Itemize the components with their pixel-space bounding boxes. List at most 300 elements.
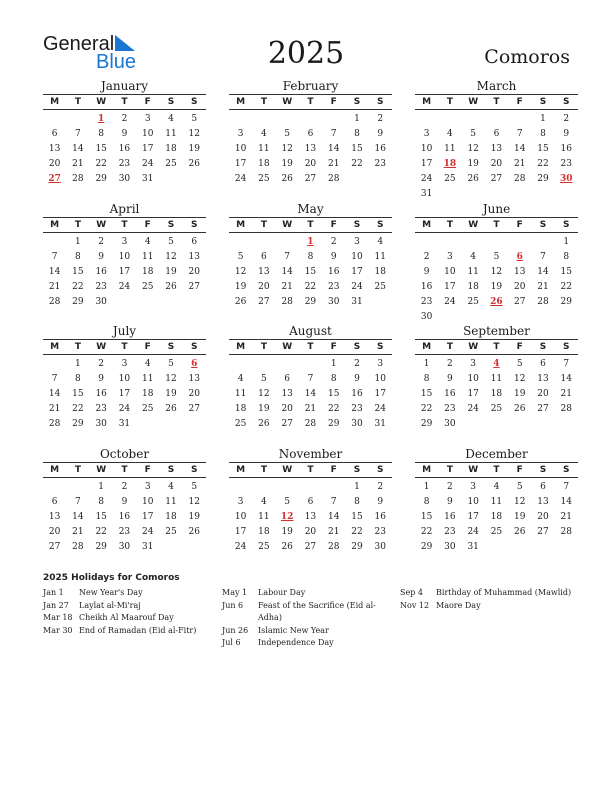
weekday-header-row: [415, 339, 578, 355]
holiday-name: Maore Day: [436, 600, 481, 610]
holiday-item: [222, 587, 384, 600]
day-cell: 12: [234, 267, 247, 277]
weekday-header: M: [50, 97, 60, 107]
weekday-header: W: [468, 97, 479, 107]
day-cell: 17: [420, 159, 433, 169]
day-cell: 15: [537, 144, 549, 154]
day-cell: 11: [165, 129, 177, 139]
day-cell: 18: [165, 144, 177, 154]
day-cell: 24: [444, 297, 456, 307]
day-cell: 2: [447, 482, 453, 492]
holiday-item: [400, 600, 583, 613]
month-march: [415, 79, 578, 202]
holiday-item: [43, 600, 213, 613]
holiday-date: Jan 27: [43, 600, 69, 610]
day-cell: 10: [351, 252, 363, 262]
empty-day-cell: [462, 112, 485, 127]
holiday-item: [222, 625, 384, 638]
day-cell: 29: [560, 297, 572, 307]
day-cell: 29: [95, 174, 107, 184]
month-february: [229, 79, 392, 187]
day-cell: 9: [563, 129, 570, 139]
day-cell: 26: [234, 297, 247, 307]
weekday-header: S: [167, 342, 175, 352]
weekday-header: S: [353, 342, 361, 352]
weekday-header: T: [121, 465, 128, 475]
day-cell: 25: [141, 404, 154, 414]
holiday-date: Mar 18: [43, 613, 73, 622]
empty-day-cell: [322, 480, 345, 495]
weekday-header: T: [121, 97, 128, 107]
day-cell: 7: [563, 359, 570, 369]
day-cell: 7: [516, 129, 523, 139]
day-cell: 20: [513, 282, 526, 292]
day-cell: 12: [188, 129, 200, 139]
day-cell: 5: [191, 482, 198, 492]
day-cell: 16: [327, 267, 340, 277]
empty-day-cell: [485, 235, 508, 250]
empty-day-cell: [438, 112, 461, 127]
holidays-title: 2025 Holidays for Comoros: [43, 573, 180, 583]
day-cell: 4: [377, 237, 384, 247]
day-cell: 30: [95, 419, 107, 429]
day-cell: 30: [351, 419, 363, 429]
day-cell: 12: [490, 267, 503, 277]
weekday-header: F: [516, 342, 523, 352]
day-cell: 28: [560, 527, 572, 537]
weekday-header: F: [144, 220, 151, 230]
day-cell: 1: [423, 359, 430, 369]
day-cell: 30: [118, 542, 131, 552]
day-cell: 31: [141, 542, 154, 552]
day-cell: 12: [258, 389, 270, 399]
day-cell: 22: [72, 282, 84, 292]
day-cell: 26: [258, 419, 270, 429]
weekday-header: F: [330, 465, 337, 475]
day-cell: 22: [304, 282, 317, 292]
day-cell: 29: [304, 297, 317, 307]
day-cell: 28: [537, 297, 549, 307]
month-name: September: [463, 324, 530, 338]
day-cell: 21: [513, 159, 526, 169]
day-grid: [229, 357, 392, 432]
day-cell: 14: [304, 389, 317, 399]
day-cell: 3: [121, 237, 128, 247]
month-january: [43, 79, 206, 187]
month-name: May: [297, 202, 324, 216]
weekday-header: T: [74, 97, 81, 107]
day-cell: 6: [540, 482, 546, 492]
day-cell: 23: [420, 297, 433, 307]
empty-day-cell: [415, 112, 438, 127]
day-cell: 7: [330, 497, 337, 507]
weekday-header: S: [539, 220, 547, 230]
month-name: June: [482, 202, 511, 216]
day-cell: 16: [95, 267, 107, 277]
holiday-name: Laylat al-Mi'raj: [79, 600, 141, 610]
weekday-header: S: [190, 465, 198, 475]
day-cell: 2: [98, 359, 105, 369]
day-cell: 2: [377, 114, 384, 124]
day-cell: 22: [351, 159, 363, 169]
weekday-header: W: [468, 342, 479, 352]
weekday-header: F: [144, 465, 151, 475]
weekday-header: T: [446, 97, 453, 107]
weekday-header: M: [50, 465, 60, 475]
day-cell: 7: [51, 252, 58, 262]
day-cell: 15: [351, 512, 363, 522]
day-cell: 17: [141, 144, 154, 154]
day-grid: [415, 480, 578, 555]
day-cell: 24: [467, 527, 479, 537]
day-cell: 24: [141, 527, 154, 537]
day-cell: 16: [420, 282, 433, 292]
day-cell: 30: [118, 174, 131, 184]
empty-day-cell: [415, 235, 438, 250]
day-cell: 15: [420, 512, 433, 522]
holiday-name: Islamic New Year: [258, 625, 329, 635]
weekday-header: T: [260, 97, 267, 107]
day-cell: 2: [354, 359, 360, 369]
month-name: July: [112, 324, 137, 338]
day-cell: 19: [258, 404, 270, 414]
day-cell: 20: [48, 159, 61, 169]
day-cell: 13: [537, 374, 549, 384]
weekday-header-row: [43, 462, 206, 478]
day-cell: 27: [304, 174, 317, 184]
month-december: [415, 447, 578, 555]
day-cell: 5: [261, 374, 267, 384]
weekday-header: M: [422, 342, 432, 352]
day-cell: 29: [420, 419, 433, 429]
empty-day-cell: [299, 357, 322, 372]
day-cell: 16: [374, 144, 386, 154]
empty-day-cell: [438, 235, 461, 250]
day-cell: 21: [560, 389, 572, 399]
day-grid: [229, 480, 392, 555]
weekday-header-row: [415, 94, 578, 110]
day-cell: 3: [447, 252, 453, 262]
month-name: April: [109, 202, 140, 216]
weekday-header: M: [422, 465, 432, 475]
holiday-day-cell: 12: [280, 512, 294, 522]
weekday-header: T: [446, 342, 453, 352]
day-cell: 26: [513, 404, 526, 414]
day-cell: 18: [258, 527, 270, 537]
empty-day-cell: [252, 235, 275, 250]
day-cell: 19: [188, 512, 200, 522]
day-cell: 9: [423, 267, 430, 277]
day-cell: 3: [144, 482, 151, 492]
holiday-day-cell: 30: [559, 174, 573, 184]
weekday-header: M: [236, 342, 246, 352]
day-cell: 13: [304, 512, 317, 522]
day-cell: 5: [493, 252, 500, 262]
weekday-header: T: [121, 342, 128, 352]
day-cell: 12: [165, 252, 177, 262]
weekday-header: W: [96, 465, 107, 475]
day-cell: 19: [467, 159, 479, 169]
weekday-header: T: [74, 342, 81, 352]
weekday-header: S: [376, 97, 384, 107]
day-cell: 28: [72, 542, 84, 552]
holiday-name: Cheikh Al Maarouf Day: [79, 613, 174, 622]
day-cell: 2: [98, 237, 105, 247]
day-cell: 14: [48, 267, 61, 277]
day-cell: 17: [141, 512, 154, 522]
day-cell: 12: [467, 144, 479, 154]
day-cell: 11: [374, 252, 386, 262]
day-cell: 26: [281, 174, 293, 184]
day-cell: 8: [423, 374, 430, 384]
day-cell: 28: [48, 297, 61, 307]
weekday-header: S: [353, 465, 361, 475]
day-cell: 7: [563, 482, 570, 492]
day-cell: 13: [304, 144, 317, 154]
day-cell: 18: [141, 389, 154, 399]
day-cell: 6: [284, 374, 291, 384]
month-october: [43, 447, 206, 555]
empty-day-cell: [229, 235, 252, 250]
day-cell: 14: [327, 144, 340, 154]
day-cell: 17: [234, 527, 247, 537]
empty-day-cell: [462, 235, 485, 250]
day-grid: [43, 480, 206, 555]
day-cell: 3: [423, 129, 430, 139]
holiday-day-cell: 1: [98, 114, 105, 124]
empty-day-cell: [252, 357, 275, 372]
day-cell: 5: [168, 237, 174, 247]
day-cell: 13: [48, 144, 61, 154]
month-name: March: [476, 79, 517, 93]
day-cell: 12: [513, 374, 526, 384]
month-name: January: [100, 79, 149, 93]
weekday-header: W: [282, 342, 293, 352]
day-cell: 14: [72, 144, 84, 154]
weekday-header-row: [415, 217, 578, 233]
holiday-date: Jun 26: [222, 625, 249, 635]
holiday-name: Feast of the Sacrifice (Eid al-Adha): [258, 600, 376, 622]
day-cell: 25: [374, 282, 386, 292]
day-cell: 28: [327, 174, 340, 184]
weekday-header: S: [353, 220, 361, 230]
holiday-day-cell: 6: [516, 252, 523, 262]
day-cell: 26: [165, 282, 177, 292]
day-cell: 20: [258, 282, 270, 292]
weekday-header: S: [562, 342, 570, 352]
day-cell: 17: [444, 282, 456, 292]
month-august: [229, 324, 392, 432]
day-cell: 29: [351, 542, 363, 552]
day-cell: 13: [537, 497, 549, 507]
day-cell: 3: [470, 482, 477, 492]
day-cell: 3: [237, 497, 244, 507]
empty-day-cell: [276, 357, 299, 372]
day-cell: 24: [467, 404, 479, 414]
day-cell: 25: [467, 297, 479, 307]
weekday-header: W: [468, 465, 479, 475]
day-cell: 19: [513, 512, 526, 522]
day-cell: 19: [234, 282, 247, 292]
weekday-header: T: [307, 465, 314, 475]
holiday-name: Labour Day: [258, 588, 306, 597]
weekday-header: T: [260, 342, 267, 352]
weekday-header: T: [121, 220, 128, 230]
weekday-header: M: [422, 97, 432, 107]
day-cell: 18: [234, 404, 247, 414]
weekday-header-row: [229, 339, 392, 355]
day-cell: 29: [72, 419, 84, 429]
day-cell: 10: [234, 512, 247, 522]
day-cell: 13: [490, 144, 503, 154]
day-cell: 29: [72, 297, 84, 307]
weekday-header-row: [43, 94, 206, 110]
day-cell: 5: [284, 129, 291, 139]
month-september: [415, 324, 578, 432]
holiday-date: Sep 4: [400, 588, 423, 597]
day-cell: 30: [327, 297, 340, 307]
day-cell: 22: [72, 404, 84, 414]
weekday-header: F: [144, 342, 151, 352]
day-cell: 1: [75, 359, 81, 369]
day-cell: 9: [447, 497, 453, 507]
day-cell: 16: [118, 512, 131, 522]
holiday-name: End of Ramadan (Eid al-Fitr): [79, 625, 197, 635]
holiday-name: New Year's Day: [79, 588, 143, 597]
day-cell: 21: [281, 282, 293, 292]
day-cell: 26: [513, 527, 526, 537]
day-cell: 3: [121, 359, 128, 369]
weekday-header-row: [415, 462, 578, 478]
day-cell: 24: [141, 159, 154, 169]
weekday-header: F: [144, 97, 151, 107]
day-cell: 9: [377, 497, 384, 507]
holiday-date: Mar 30: [43, 625, 73, 635]
holiday-name: Birthday of Muhammad (Mawlid): [436, 588, 572, 597]
day-cell: 15: [72, 267, 84, 277]
day-cell: 1: [75, 237, 81, 247]
day-cell: 29: [537, 174, 549, 184]
day-cell: 10: [141, 129, 154, 139]
day-cell: 25: [258, 542, 270, 552]
day-cell: 16: [560, 144, 572, 154]
weekday-header: T: [493, 220, 500, 230]
weekday-header: W: [282, 465, 293, 475]
day-cell: 4: [168, 482, 174, 492]
day-cell: 21: [327, 159, 340, 169]
weekday-header: S: [167, 465, 175, 475]
weekday-header-row: [229, 217, 392, 233]
day-cell: 20: [188, 389, 200, 399]
day-cell: 9: [447, 374, 453, 384]
day-cell: 25: [444, 174, 456, 184]
day-cell: 23: [118, 527, 131, 537]
day-cell: 22: [420, 404, 433, 414]
day-cell: 10: [118, 374, 131, 384]
day-cell: 14: [560, 374, 572, 384]
day-cell: 18: [490, 389, 503, 399]
day-grid: [43, 112, 206, 187]
empty-day-cell: [531, 235, 554, 250]
weekday-header: T: [493, 97, 500, 107]
day-cell: 24: [374, 404, 386, 414]
holidays-column: [43, 587, 213, 637]
day-cell: 25: [165, 527, 177, 537]
holiday-date: May 1: [222, 588, 248, 597]
empty-day-cell: [276, 112, 299, 127]
weekday-header: F: [516, 465, 523, 475]
day-cell: 19: [165, 267, 177, 277]
weekday-header: M: [236, 220, 246, 230]
day-cell: 8: [98, 497, 105, 507]
day-cell: 23: [95, 404, 107, 414]
holiday-date: Jan 1: [43, 588, 64, 597]
month-april: [43, 202, 206, 310]
day-cell: 17: [234, 159, 247, 169]
day-cell: 20: [281, 404, 293, 414]
day-cell: 18: [141, 267, 154, 277]
day-cell: 29: [420, 542, 433, 552]
holiday-day-cell: 27: [48, 174, 61, 184]
day-cell: 19: [513, 389, 526, 399]
day-cell: 7: [540, 252, 546, 262]
day-cell: 31: [118, 419, 131, 429]
day-cell: 31: [467, 542, 479, 552]
holiday-date: Nov 12: [400, 600, 430, 610]
day-cell: 14: [72, 512, 84, 522]
weekday-header: T: [260, 220, 267, 230]
day-cell: 30: [444, 542, 456, 552]
weekday-header: S: [539, 465, 547, 475]
year-title: 2025: [267, 36, 345, 71]
day-cell: 23: [444, 404, 456, 414]
weekday-header: T: [493, 342, 500, 352]
day-cell: 15: [420, 389, 433, 399]
day-cell: 9: [121, 129, 128, 139]
day-cell: 11: [258, 144, 270, 154]
day-cell: 17: [118, 267, 131, 277]
day-cell: 5: [284, 497, 291, 507]
day-cell: 13: [48, 512, 61, 522]
day-cell: 12: [165, 374, 177, 384]
day-cell: 27: [188, 282, 200, 292]
day-cell: 4: [237, 374, 244, 384]
day-cell: 4: [447, 129, 453, 139]
day-cell: 1: [354, 482, 360, 492]
day-cell: 8: [354, 497, 360, 507]
day-cell: 4: [144, 237, 151, 247]
holiday-item: [400, 587, 583, 600]
day-cell: 6: [540, 359, 546, 369]
day-cell: 13: [513, 267, 526, 277]
holiday-item: [43, 587, 213, 600]
day-cell: 7: [75, 497, 81, 507]
day-cell: 5: [237, 252, 244, 262]
day-cell: 27: [188, 404, 200, 414]
day-cell: 27: [304, 542, 317, 552]
day-cell: 26: [281, 542, 293, 552]
day-cell: 15: [72, 389, 84, 399]
day-cell: 2: [563, 114, 570, 124]
day-cell: 15: [95, 144, 107, 154]
day-cell: 19: [281, 159, 293, 169]
day-cell: 8: [98, 129, 105, 139]
month-name: February: [282, 79, 339, 93]
holiday-day-cell: 6: [191, 359, 198, 369]
day-cell: 12: [188, 497, 200, 507]
day-cell: 24: [118, 282, 131, 292]
day-cell: 28: [513, 174, 526, 184]
